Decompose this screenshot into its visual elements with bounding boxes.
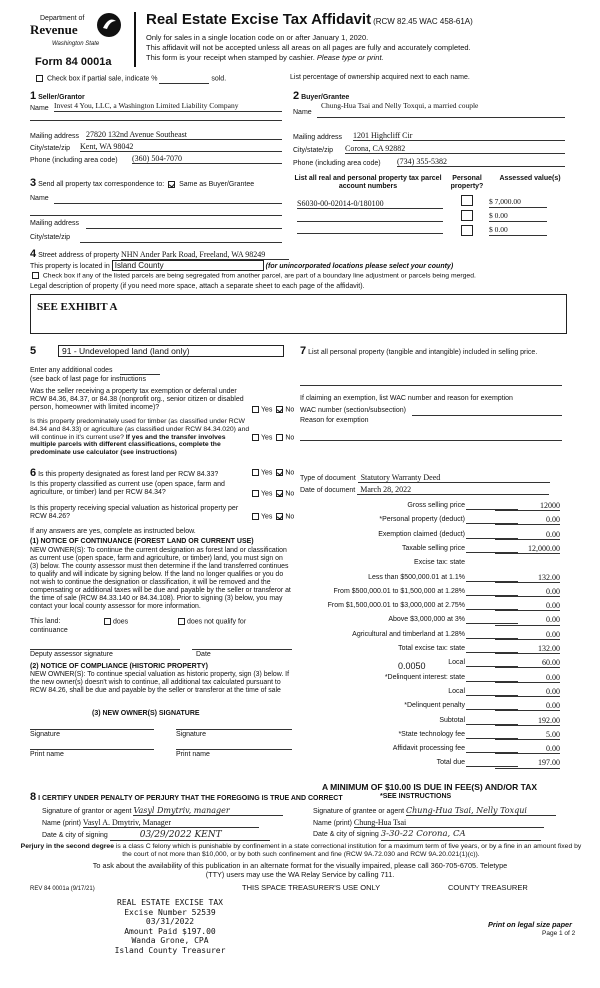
stamp-line-4: Amount Paid $197.00: [124, 926, 216, 936]
tax-row: [300, 730, 560, 741]
seller-phone[interactable]: (360) 504-7070: [132, 154, 282, 164]
section6: [30, 467, 295, 797]
parcel-personal-checkbox-3[interactable]: [461, 225, 473, 236]
page-number: Page 1 of 2: [542, 930, 576, 937]
parcel-personal-checkbox-1[interactable]: [461, 195, 473, 206]
buyer-heading: Buyer/Grantee: [301, 94, 350, 101]
stamp-line-5: Wanda Grone, CPA: [131, 936, 209, 946]
q-forest-yes: Yes: [261, 469, 273, 477]
q-historic-no-checkbox[interactable]: [276, 513, 283, 520]
header-line3-a: This form is your receipt when stamped by cashier.: [146, 53, 315, 62]
tax-row-value[interactable]: 0.00: [495, 515, 560, 525]
partial-sale-sold: sold.: [211, 75, 227, 83]
section8-num: 8: [30, 791, 37, 803]
doc-type[interactable]: Statutory Warranty Deed: [358, 473, 550, 483]
owner-print-line-2[interactable]: [176, 749, 292, 750]
tax-row-value[interactable]: 197.00: [495, 758, 560, 768]
minimum-due: A MINIMUM OF $10.00 IS DUE IN FEE(S) AND/OR TAX: [322, 782, 538, 792]
owner-signature-line-1[interactable]: [30, 729, 154, 730]
grantor-name-row: [42, 818, 259, 828]
grantor-date[interactable]: 03/29/2022 KENT: [110, 830, 270, 841]
additional-codes-note: (see back of last page for instructions: [30, 376, 146, 383]
deputy-signature-line[interactable]: [30, 649, 180, 650]
parcel-value-2[interactable]: $ 0.00: [489, 212, 547, 222]
legal-label: Legal description of property (if you need more space, attach a separate sheet to each page of the affidavit).: [30, 283, 365, 290]
tax-row-value[interactable]: 0.00: [495, 701, 560, 711]
parcels-header-assessed: Assessed value(s): [499, 175, 561, 182]
q-forest-yes-checkbox[interactable]: [252, 469, 259, 476]
buyer-city-label: City/state/zip: [293, 147, 334, 154]
tax-row: [300, 673, 560, 684]
tax-row-label: *Personal property (deduct): [379, 516, 465, 524]
owner-signature-line-2[interactable]: [176, 729, 292, 730]
tax-row-label: *State technology fee: [398, 730, 465, 738]
see-instructions: *SEE INSTRUCTIONS: [380, 793, 452, 800]
doc-date-label: Date of document: [300, 487, 356, 494]
parcels-header-number: List all real and personal property tax parcel account numbers: [294, 175, 442, 191]
corr-name-field[interactable]: [54, 203, 282, 204]
stamp-line-2: Excise Number 52539: [124, 907, 216, 917]
q-exemption-answer: [250, 406, 294, 414]
tax-row-value[interactable]: 12000: [495, 501, 560, 511]
grantee-signature-label: Signature of grantee or agent: [313, 808, 405, 815]
doc-type-row: [300, 473, 550, 483]
q-timber-yes: Yes: [261, 434, 273, 442]
county-note: (for unincorporated locations please select your county): [265, 263, 454, 270]
q-historic-answer: [250, 513, 294, 521]
seller-city[interactable]: Kent, WA 98042: [80, 142, 282, 152]
section7: [300, 345, 562, 445]
buyer-name[interactable]: Chung-Hua Tsai and Nelly Toxqui, a married couple: [321, 101, 479, 110]
tax-row: [300, 687, 560, 698]
q-forest-answer: [250, 469, 294, 477]
tax-row-label: Local: [448, 659, 465, 667]
deputy-signature-label: Deputy assessor signature: [30, 651, 113, 658]
land-does-not-checkbox[interactable]: [178, 618, 185, 625]
corr-city-field[interactable]: [80, 242, 282, 243]
grantee-date-label: Date & city of signing: [313, 831, 379, 838]
corr-city-label: City/state/zip: [30, 234, 71, 241]
dept-line2: Revenue: [30, 22, 78, 37]
land-use-select[interactable]: 91 - Undeveloped land (land only): [58, 345, 284, 357]
q-current-use-no: No: [285, 490, 295, 498]
buyer-name-label: Name: [293, 109, 312, 116]
tax-row-label: From $1,500,000.01 to $3,000,000 at 2.75%: [327, 602, 465, 610]
continuance-label: continuance: [30, 627, 68, 634]
q-forest: [30, 467, 250, 480]
local-rate: 0.0050: [398, 661, 426, 671]
notice1-title: (1) NOTICE OF CONTINUANCE (FOREST LAND OR CURRENT USE): [30, 538, 254, 545]
legal-description-text: SEE EXHIBIT A: [37, 301, 118, 313]
q-current-use-yes: Yes: [261, 490, 273, 498]
tax-row-label: *Delinquent interest: state: [384, 673, 465, 681]
section7-label: List all personal property (tangible and intangible) included in selling price.: [308, 349, 538, 356]
land-does-label: does: [113, 618, 129, 626]
buyer-section: [293, 90, 565, 170]
tax-row-label: Excise tax: state: [414, 559, 465, 567]
tax-row-value[interactable]: 0.00: [495, 601, 560, 611]
street-label: Street address of property: [38, 252, 120, 259]
land-does-row: [102, 618, 128, 626]
tax-row-label: Agricultural and timberland at 1.28%: [352, 630, 465, 638]
tax-row-value[interactable]: 132.00: [495, 573, 560, 583]
tax-row-value[interactable]: 192.00: [495, 716, 560, 726]
grantor-name[interactable]: Vasyl A. Dmytriv, Manager: [83, 818, 259, 828]
parcel-number-2[interactable]: [297, 211, 443, 222]
treasurer-only: THIS SPACE TREASURER'S USE ONLY: [242, 883, 381, 892]
owner-print-label-2: Print name: [176, 751, 210, 758]
same-as-buyer-checkbox[interactable]: [168, 181, 175, 188]
q-timber-b: If yes and the transfer involves multiple parcels with different classifications, complete the predominate use calculator (see instructions): [30, 433, 226, 457]
grantor-date-row: [42, 830, 270, 841]
section5: [30, 345, 295, 460]
tax-row: [300, 587, 560, 598]
q-current-use-no-checkbox[interactable]: [276, 490, 283, 497]
doc-date[interactable]: March 28, 2022: [357, 485, 549, 495]
grantee-date[interactable]: 3-30-22 Corona, CA: [381, 830, 541, 841]
personal-property-field[interactable]: [300, 385, 562, 386]
segregate-label: Check box if any of the listed parcels are being segregated from another parcel, are part of a boundary line adjustment or parcels being merged.: [42, 272, 476, 280]
tax-row-label: Affidavit processing fee: [392, 745, 465, 753]
grantee-signature-row: [313, 806, 556, 816]
seller-mail[interactable]: 27820 132nd Avenue Southeast: [86, 130, 282, 140]
q-timber-yes-checkbox[interactable]: [252, 434, 259, 441]
q-historic-yes: Yes: [261, 513, 273, 521]
correspondence-label: Send all property tax correspondence to:: [38, 181, 165, 188]
deputy-date-label: Date: [196, 651, 211, 658]
dor-logo: [30, 12, 122, 54]
legal-size-note: Print on legal size paper: [488, 920, 572, 929]
q-historic-yes-checkbox[interactable]: [252, 513, 259, 520]
q-timber-no-checkbox[interactable]: [276, 434, 283, 441]
tax-row-value[interactable]: 5.00: [495, 730, 560, 740]
parcel-value-1[interactable]: $ 7,000.00: [489, 198, 547, 208]
section5-num: 5: [30, 345, 37, 357]
tax-row: [300, 701, 560, 712]
wac-label: WAC number (section/subsection): [300, 407, 406, 414]
partial-sale-checkbox[interactable]: [36, 75, 43, 82]
tax-row-value[interactable]: 132.00: [495, 644, 560, 654]
land-does-not-row: [176, 618, 246, 626]
tax-row: [300, 501, 560, 512]
seller-name-label: Name: [30, 105, 49, 112]
q-exemption-no-checkbox[interactable]: [276, 406, 283, 413]
tax-row: [300, 601, 560, 612]
q-forest-text: Is this property designated as forest land per RCW 84.33?: [38, 471, 219, 478]
exemption-label: If claiming an exemption, list WAC number and reason for exemption: [300, 395, 513, 402]
q-timber-no: No: [285, 434, 295, 442]
county-select[interactable]: Island County: [112, 260, 264, 271]
alt-format-2: (TTY) users may use the WA Relay Service by calling 711.: [205, 870, 395, 879]
county-label: This property is located in: [30, 263, 110, 270]
seller-phone-label: Phone (including area code): [30, 157, 118, 164]
tax-row: [300, 658, 560, 669]
q-exemption-no: No: [285, 406, 295, 414]
street-address[interactable]: NHN Ander Park Road, Freeland, WA 98249: [121, 250, 289, 260]
tax-row-value[interactable]: 0.00: [495, 687, 560, 697]
wac-field[interactable]: [412, 415, 562, 416]
dept-line1: Department of: [40, 15, 85, 22]
header-line2: This affidavit will not be accepted unless all areas on all pages are fully and accurately completed.: [146, 43, 471, 52]
certify-text: I CERTIFY UNDER PENALTY OF PERJURY THAT THE FOREGOING IS TRUE AND CORRECT: [38, 795, 343, 802]
grantee-date-row: [313, 830, 541, 841]
corr-name-label: Name: [30, 195, 49, 202]
seller-heading: Seller/Grantor: [38, 94, 85, 101]
owner-signature-label-2: Signature: [176, 731, 206, 738]
tax-row-value[interactable]: 0.00: [495, 744, 560, 754]
additional-codes-field[interactable]: [120, 374, 160, 375]
tax-row: [300, 573, 560, 584]
grantee-signature[interactable]: Chung-Hua Tsai, Nelly Toxqui: [406, 806, 556, 816]
deputy-date-line[interactable]: [192, 649, 292, 650]
section7-num: 7: [300, 345, 307, 357]
corr-mail-label: Mailing address: [30, 220, 80, 227]
additional-codes-label: Enter any additional codes: [30, 367, 113, 374]
q-current-use-yes-checkbox[interactable]: [252, 490, 259, 497]
header-divider: [134, 12, 136, 67]
tax-row-label: Subtotal: [439, 716, 465, 724]
tax-row-value[interactable]: 0.00: [495, 615, 560, 625]
land-does-not-label: does not qualify for: [187, 618, 247, 626]
tax-row-label: From $500,000.01 to $1,500,000 at 1.28%: [333, 587, 465, 595]
q-forest-no-checkbox[interactable]: [276, 469, 283, 476]
grantor-signature-row: [42, 806, 283, 816]
perjury-notice: [20, 843, 582, 859]
partial-sale-row: [34, 75, 226, 84]
tax-row-label: *Delinquent penalty: [404, 702, 465, 710]
grantor-name-label: Name (print): [42, 820, 81, 827]
seller-num: 1: [30, 90, 37, 102]
buyer-phone-label: Phone (including area code): [293, 160, 381, 167]
notice2-text: NEW OWNER(S): To continue special valuation as historic property, sign (3) below. If the new owner(s) doesn't wish to continue, all additional tax calculated pursuant to RCW 84.26, shall be due and payable by the seller or transferor at the time of sale: [30, 671, 290, 694]
q-exemption-yes: Yes: [261, 406, 273, 414]
parcel-personal-checkbox-2[interactable]: [461, 210, 473, 221]
correspondence-num: 3: [30, 177, 37, 189]
buyer-name-line: [317, 117, 565, 118]
dept-line3: Washington State: [52, 41, 100, 47]
tax-row-label: Total due: [436, 759, 465, 767]
q-exemption: Was the seller receiving a property tax exemption or deferral under RCW 84.36, 84.37, or 84.38 (nonprofit org., senior citizen or disabled person, homeowner with limited income)?: [30, 388, 244, 412]
partial-sale-label: Check box if partial sale, indicate %: [46, 75, 158, 83]
owner-print-line-1[interactable]: [30, 749, 154, 750]
form-title: Real Estate Excise Tax Affidavit: [146, 11, 372, 28]
notice3-title: (3) NEW OWNER(S) SIGNATURE: [92, 710, 200, 717]
tax-row-label: Local: [448, 687, 465, 695]
q-current-use: Is this property classified as current use (open space, farm and agriculture, or timber) land per RCW 84.34?: [30, 481, 225, 497]
tax-row: [300, 758, 560, 769]
grantee-name-label: Name (print): [313, 820, 352, 827]
county-treasurer: COUNTY TREASURER: [448, 883, 528, 892]
tax-row: [300, 544, 560, 555]
doc-type-label: Type of document: [300, 475, 356, 482]
tax-row: [300, 530, 560, 541]
buyer-num: 2: [293, 90, 300, 102]
same-as-buyer-label: Same as Buyer/Grantee: [179, 181, 255, 188]
tax-row-label: Taxable selling price: [401, 544, 465, 552]
parcels-section: [293, 175, 565, 240]
header-line1: Only for sales in a single location code on or after January 1, 2020.: [146, 33, 369, 42]
notice1-text: NEW OWNER(S): To continue the current designation as forest land or classification as current use (open space, farm and agriculture, or timber) land, you must sign on (3) below. The county assessor must then determine if the land transferred continues to qualify and will indicate by signing below. If the land no longer qualifies or you do not wish to continue the designation or classification, it will be removed and the compensating or additional taxes will be due and payable by the seller or transferor at the time of sale (RCW 84.33.140 or 84.34.108). Prior to signing (3) below, you may contact your local county assessor for more information.: [30, 547, 291, 610]
grantee-name-row: [313, 818, 544, 828]
form-number: Form 84 0001a: [35, 56, 112, 68]
seller-name[interactable]: Invest 4 You, LLC, a Washington Limited Liability Company: [54, 102, 282, 112]
q-timber-a: Is this property predominately used for timber (as classified under RCW 84.34 and 84.33) or agriculture (as classified under RCW 84.34.020) and will continue in it's current use?: [30, 418, 250, 441]
q-exemption-yes-checkbox[interactable]: [252, 406, 259, 413]
section4-num: 4: [30, 248, 37, 260]
reason-field[interactable]: [300, 440, 562, 441]
header-line3-b: Please type or print.: [316, 53, 384, 62]
correspondence-section: [30, 177, 282, 247]
grantor-signature[interactable]: Vasyl Dmytriv, manager: [133, 806, 283, 816]
buyer-mail-label: Mailing address: [293, 134, 343, 141]
tax-row: [300, 644, 560, 655]
this-land-label: This land:: [30, 618, 61, 625]
seller-city-label: City/state/zip: [30, 145, 71, 152]
reason-label: Reason for exemption: [300, 417, 369, 424]
grantor-date-label: Date & city of signing: [42, 832, 108, 839]
tax-row-label: Less than $500,000.01 at 1.1%: [368, 573, 465, 581]
seller-blank-line: [30, 120, 282, 121]
legal-description-box[interactable]: [30, 294, 567, 334]
segregate-checkbox[interactable]: [32, 272, 39, 279]
stamp-line-1: REAL ESTATE EXCISE TAX: [117, 898, 223, 907]
corr-mail-field[interactable]: [86, 228, 282, 229]
q-timber: [30, 418, 252, 457]
q-historic-no: No: [285, 513, 295, 521]
buyer-mail[interactable]: 1201 Highcliff Cir: [353, 131, 565, 141]
treasurer-stamp: [80, 898, 260, 956]
land-does-checkbox[interactable]: [104, 618, 111, 625]
buyer-phone[interactable]: (734) 355-5382: [397, 157, 565, 167]
tax-row-value[interactable]: 0.00: [495, 530, 560, 540]
tax-row-label: Above $3,000,000 at 3%: [388, 616, 465, 624]
tax-row: [300, 630, 560, 641]
segregate-row: [30, 272, 476, 280]
doc-date-row: [300, 485, 549, 495]
tax-row-value[interactable]: 0.00: [495, 673, 560, 683]
tax-row: [300, 744, 560, 755]
section6-instructions: If any answers are yes, complete as instructed below.: [30, 528, 196, 535]
tax-row-value[interactable]: 0.00: [495, 630, 560, 640]
owner-signature-label-1: Signature: [30, 731, 60, 738]
tax-row: [300, 515, 560, 526]
tax-row-value[interactable]: 0.00: [495, 587, 560, 597]
perjury-text: is a class C felony which is punishable by confinement in a state correctional institution for a maximum term of five years, or by a fine in an amount fixed by the court of not more than $10,000, or by both such confinement and fine (RCW 9A.72.030 and RCW 9A.20.021(1)(c)).: [115, 843, 582, 858]
tax-row: [300, 615, 560, 626]
q-forest-no: No: [285, 469, 295, 477]
form-title-row: [146, 11, 473, 28]
tax-row-label: Total excise tax: state: [398, 645, 465, 652]
tax-row-label: Exemption claimed (deduct): [378, 530, 465, 538]
form-rcw: (RCW 82.45 WAC 458-61A): [373, 17, 473, 26]
parcel-number-1[interactable]: S6030-00-02014-0/180100: [297, 199, 443, 209]
parcel-value-3[interactable]: $ 0.00: [489, 226, 547, 236]
tax-row: [300, 558, 560, 569]
partial-sale-percent[interactable]: [159, 75, 209, 84]
stamp-line-3: 03/31/2022: [145, 917, 195, 927]
notice2-title: (2) NOTICE OF COMPLIANCE (HISTORIC PROPERTY): [30, 663, 208, 670]
tax-row-value[interactable]: 60.00: [495, 658, 560, 668]
grantee-name[interactable]: Chung-Hua Tsai: [354, 818, 544, 828]
seller-mail-label: Mailing address: [30, 133, 80, 140]
perjury-bold: Perjury in the second degree: [20, 843, 114, 850]
corr-blank-line: [30, 215, 282, 216]
stamp-line-6: Island County Treasurer: [114, 945, 226, 955]
seller-section: [30, 90, 282, 170]
q-timber-answer: [250, 434, 294, 442]
section8-header: [30, 791, 343, 804]
ownership-note: List percentage of ownership acquired next to each name.: [290, 74, 470, 81]
alt-format-1: To ask about the availability of this publication in an alternate format for the visually impaired, please call 360-705-6705. Teletype: [92, 861, 508, 870]
section4-street-row: [30, 248, 289, 261]
grantor-signature-label: Signature of grantor or agent: [42, 808, 132, 815]
tax-row-value[interactable]: 12,000.00: [495, 544, 560, 554]
tax-row-label: Gross selling price: [407, 502, 465, 509]
header-line3: [146, 54, 384, 63]
owner-print-label-1: Print name: [30, 751, 64, 758]
buyer-city[interactable]: Corona, CA 92882: [345, 144, 565, 154]
parcel-number-3[interactable]: [297, 223, 443, 234]
parcels-header-personal: Personal property?: [450, 175, 484, 191]
tax-row: [300, 716, 560, 727]
dor-logo-icon: [96, 12, 122, 38]
section6-num: 6: [30, 467, 37, 479]
q-historic: Is this property receiving special valuation as historical property per RCW 84.26?: [30, 505, 239, 521]
q-current-use-answer: [250, 490, 294, 498]
rev-number: REV 84 0001a (9/17/21): [30, 886, 95, 892]
county-row: [30, 260, 453, 271]
